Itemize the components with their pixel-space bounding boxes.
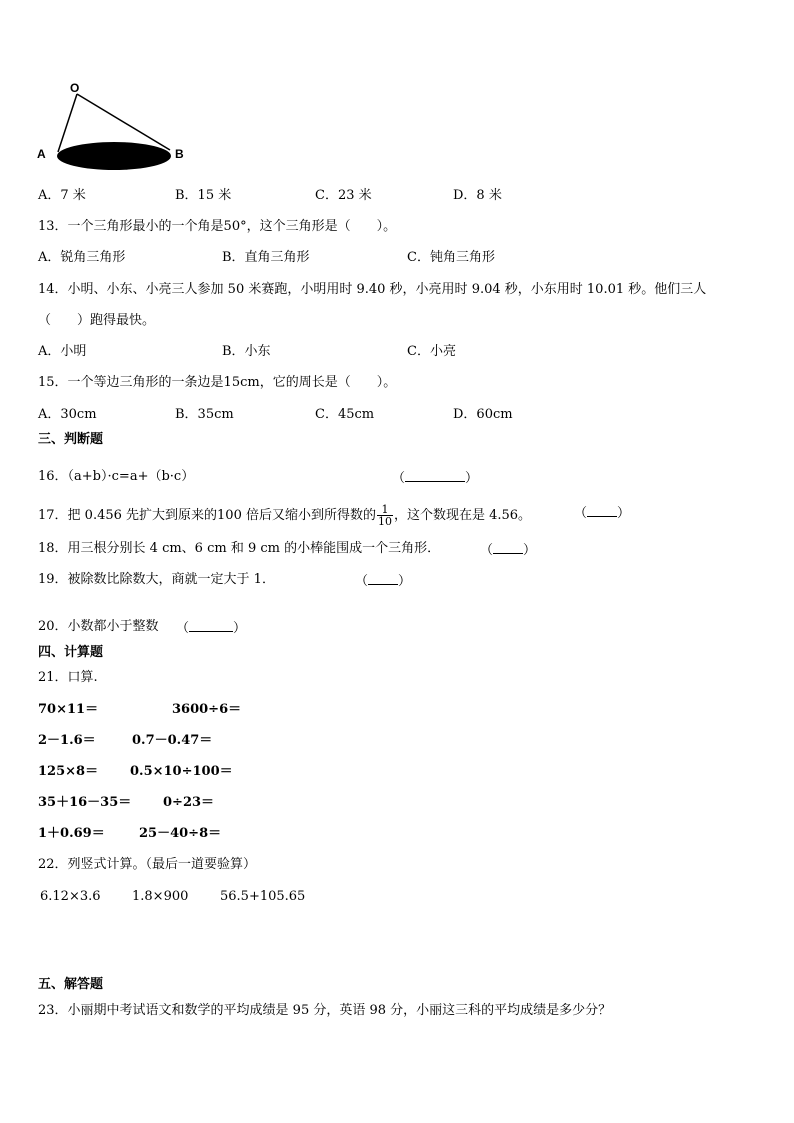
q14-option-c: C．小亮 xyxy=(407,344,456,359)
q14-option-b: B．小东 xyxy=(222,344,271,359)
q12-option-d: D．8 米 xyxy=(453,188,502,203)
paren-left: （ xyxy=(355,574,369,589)
q15-option-c: C．45cm xyxy=(315,407,375,422)
q21-row3-left: 125×8＝ xyxy=(38,764,99,779)
blank-line xyxy=(368,572,398,585)
q15-option-d: D．60cm xyxy=(453,407,513,422)
q13-stem: 13．一个三角形最小的一个角是50°，这个三角形是（ ）。 xyxy=(38,219,397,234)
paren-right: ） xyxy=(233,621,247,636)
q12-option-b: B．15 米 xyxy=(175,188,232,203)
paren-left: （ xyxy=(574,506,588,521)
q23-stem: 23．小丽期中考试语文和数学的平均成绩是 95 分，英语 98 分，小丽这三科的平均成绩是多少分？ xyxy=(38,1003,612,1018)
q15-option-b: B．35cm xyxy=(175,407,234,422)
q20-stem: 20．小数都小于整数 xyxy=(38,619,159,634)
q21-row2-left: 2－1.6＝ xyxy=(38,733,96,748)
q17-stem-part1: 17．把 0.456 先扩大到原来的100 倍后又缩小到所得数的 xyxy=(38,508,376,523)
q13-option-c: C．钝角三角形 xyxy=(407,250,495,265)
paren-right: ） xyxy=(617,506,631,521)
q14-stem-line2: （ ）跑得最快。 xyxy=(38,313,156,328)
section-5-heading: 五、解答题 xyxy=(38,977,104,992)
fraction xyxy=(377,504,393,527)
base-ellipse xyxy=(57,142,171,170)
blank-line xyxy=(405,469,465,482)
q21-row1-right: 3600÷6＝ xyxy=(172,702,242,717)
q21-stem: 21．口算. xyxy=(38,670,98,685)
fraction-denominator: 10 xyxy=(377,515,392,528)
q21-row5-right: 25－40÷8＝ xyxy=(139,826,222,841)
q17-stem xyxy=(38,504,531,527)
q14-option-a: A．小明 xyxy=(38,344,87,359)
paren-left: （ xyxy=(480,543,494,558)
q20-answer-blank[interactable] xyxy=(176,619,246,637)
paren-right: ） xyxy=(398,574,412,589)
label-b: B xyxy=(175,147,184,161)
q15-stem: 15．一个等边三角形的一条边是15cm，它的周长是（ ）。 xyxy=(38,375,397,390)
q19-stem: 19．被除数比除数大，商就一定大于 1． xyxy=(38,572,275,587)
q13-option-b: B．直角三角形 xyxy=(222,250,310,265)
line-oa xyxy=(58,94,77,152)
q22-stem: 22．列竖式计算。（最后一道要验算） xyxy=(38,857,257,872)
q22-item-3: 56.5+105.65 xyxy=(220,889,306,904)
q22-item-1: 6.12×3.6 xyxy=(40,889,101,904)
q16-answer-blank[interactable] xyxy=(392,469,478,487)
blank-line xyxy=(189,619,233,632)
q12-option-c: C．23 米 xyxy=(315,188,372,203)
label-o: O xyxy=(70,81,80,95)
fraction-numerator: 1 xyxy=(377,504,393,516)
paren-right: ） xyxy=(523,543,537,558)
q19-answer-blank[interactable] xyxy=(355,572,411,590)
q17-stem-part2: ，这个数现在是 4.56。 xyxy=(393,508,532,523)
blank-line xyxy=(587,504,617,517)
q18-answer-blank[interactable] xyxy=(480,541,536,559)
q22-item-2: 1.8×900 xyxy=(132,889,189,904)
label-a: A xyxy=(37,147,46,161)
blank-line xyxy=(493,541,523,554)
q13-option-a: A．锐角三角形 xyxy=(38,250,126,265)
q21-row4-right: 0÷23＝ xyxy=(163,795,215,810)
q21-row2-right: 0.7－0.47＝ xyxy=(132,733,213,748)
q21-row3-right: 0.5×10÷100＝ xyxy=(130,764,233,779)
q15-option-a: A．30cm xyxy=(38,407,97,422)
line-ob xyxy=(77,94,170,150)
q21-row4-left: 35＋16－35＝ xyxy=(38,795,132,810)
cone-figure xyxy=(30,78,200,178)
q14-stem-line1: 14．小明、小东、小亮三人参加 50 米赛跑，小明用时 9.40 秒，小亮用时 9.04 秒，小东用时 10.01 秒。他们三人 xyxy=(38,282,707,297)
paren-right: ） xyxy=(465,471,479,486)
q18-stem: 18．用三根分别长 4 cm、6 cm 和 9 cm 的小棒能围成一个三角形． xyxy=(38,541,441,556)
q12-option-a: A．7 米 xyxy=(38,188,86,203)
q17-answer-blank[interactable] xyxy=(574,504,630,522)
q21-row5-left: 1＋0.69＝ xyxy=(38,826,105,841)
paren-left: （ xyxy=(392,471,406,486)
section-4-heading: 四、计算题 xyxy=(38,645,104,660)
paren-left: （ xyxy=(176,621,190,636)
section-3-heading: 三、判断题 xyxy=(38,432,104,447)
q21-row1-left: 70×11＝ xyxy=(38,702,99,717)
q16-stem: 16．（a+b）·c=a+（b·c） xyxy=(38,469,195,484)
